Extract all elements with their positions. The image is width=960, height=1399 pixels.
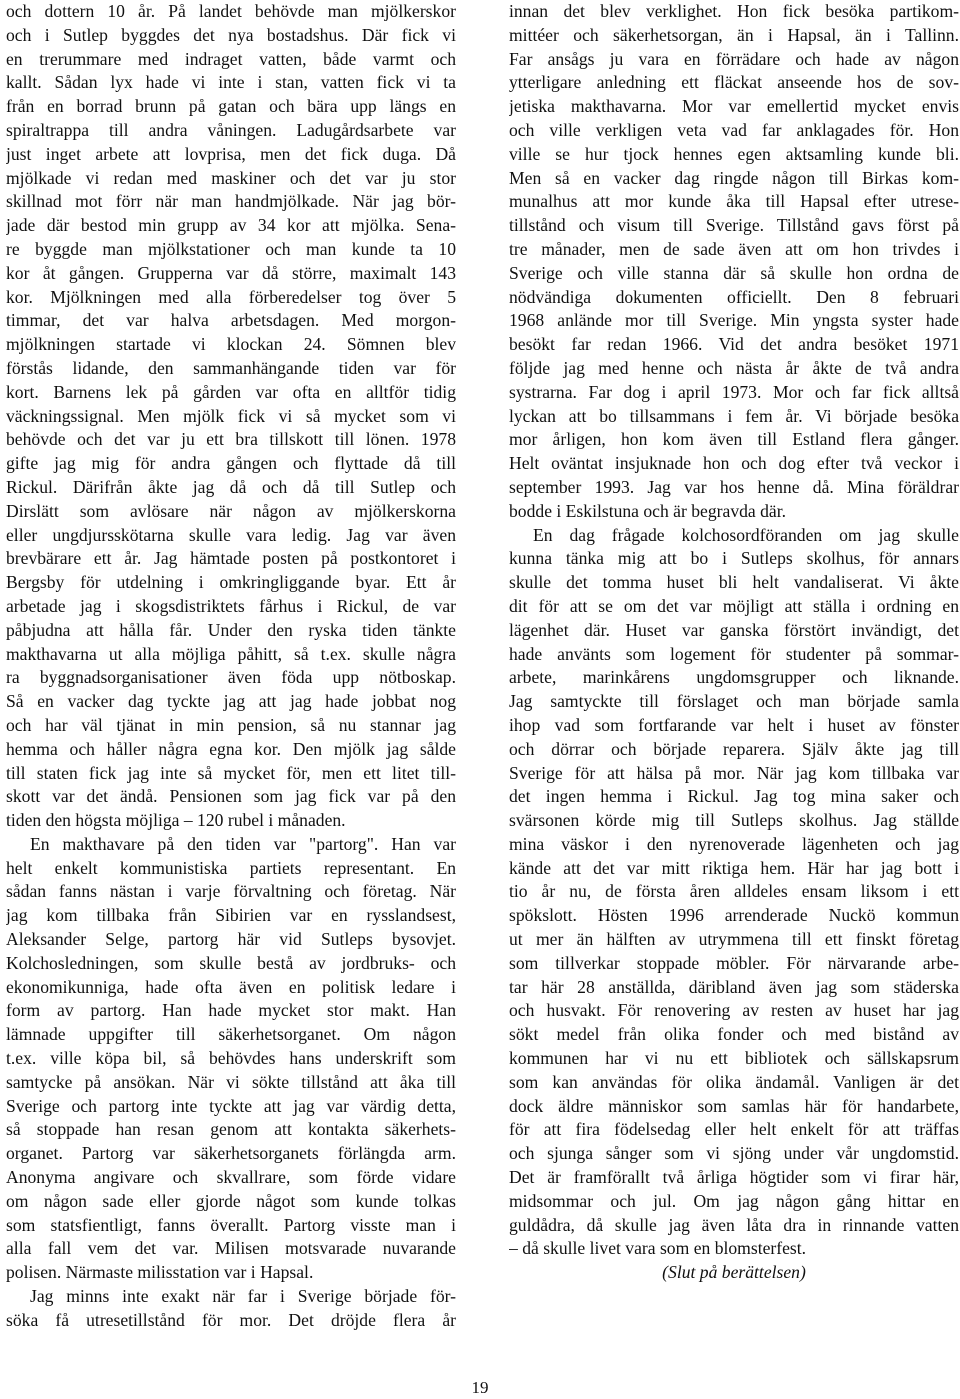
left-text-column bbox=[6, 0, 456, 1333]
text-line: innan det blev verklighet. Hon fick besöka partikom- bbox=[509, 1, 959, 21]
text-line: kommunen har vi nu ett bibliotek och sällskapsrum bbox=[509, 1048, 959, 1069]
text-line: Kolchosledningen, som skulle bestå av jordbruks- och bbox=[6, 952, 456, 973]
text-line: tre månader, men de sade även att om hon trivdes i bbox=[509, 238, 959, 259]
text-line: samtycke på ansökan. När vi sökte tillstånd att åka till bbox=[6, 1071, 456, 1092]
text-line: 1968 anlände mor till Sverige. Min yngsta syster hade bbox=[509, 310, 959, 331]
text-line: lyckan att bo tillsammans i fem år. Vi började besöka bbox=[509, 405, 959, 426]
text-line: Bergsby för utdelning i omkringliggande byar. Ett år bbox=[6, 572, 456, 593]
text-line: följde jag med henne och nästa år åkte de två andra bbox=[509, 357, 959, 378]
page-number: 19 bbox=[471, 1378, 489, 1397]
text-line: – då skulle livet vara som en blomsterfest. bbox=[509, 1238, 807, 1259]
text-line: för att fira födelsedag eller helt enkelt för att träffas bbox=[509, 1119, 959, 1140]
text-line: behövde och det var ju ett bra tillskott till lönen. 1978 bbox=[6, 429, 456, 450]
text-line: ekonomikunniga, hade ofta även en politisk ledare i bbox=[6, 976, 456, 997]
text-line: kallt. Sådan lyx hade vi inte i stan, vatten fick vi ta bbox=[6, 72, 456, 93]
text-line: jag kom tillbaka från Sibirien var en rysslandsest, bbox=[6, 905, 456, 926]
text-line: Far ansågs ju vara en förrädare och hade av någon bbox=[509, 48, 959, 69]
text-line: skott var det ändå. Pensionen som jag fick var på den bbox=[6, 786, 456, 807]
text-line: ihop vad som fortfarande var helt i huset av fönster bbox=[509, 714, 959, 735]
text-line: En makthavare på den tiden var "partorg". Han var bbox=[30, 833, 456, 854]
text-line: tio år nu, de första åren alldeles ensam liksom i ett bbox=[509, 881, 959, 902]
text-line: Det är framförallt två årliga högtider som vi firar här, bbox=[509, 1167, 959, 1188]
text-line: besökt far redan 1966. Vid det andra besöket 1971 bbox=[509, 334, 959, 355]
text-line: spökslott. Hösten 1996 arrenderade Nuckö kommun bbox=[509, 905, 959, 926]
text-line: Aleksander Selge, partorg här vid Sutleps bysovjet. bbox=[6, 929, 456, 950]
text-line: Jag samtyckte till förslaget och man började samla bbox=[509, 691, 959, 712]
text-line: munalhus att mor kunde åka till Hapsal efter utrese- bbox=[509, 191, 959, 212]
text-line: väckningssignal. Men mjölk fick vi så mycket som vi bbox=[6, 405, 456, 426]
text-line: Så en vacker dag tyckte jag att jag hade jobbat nog bbox=[6, 691, 456, 712]
text-line: Anonyma angivare och skvallrare, som förde vidare bbox=[6, 1167, 456, 1188]
text-line: och sjunga sånger som vi sjöng under vår ungdomstid. bbox=[509, 1143, 959, 1164]
text-line: förstås lidande, den sammanhängande tiden var för bbox=[6, 357, 456, 378]
text-line: mina väskor i den nyrenoverade lägenheten och jag bbox=[509, 833, 959, 854]
text-line: just inget arbete att lovprisa, men det fick duga. Då bbox=[6, 143, 456, 164]
text-line: arbetade jag i skogsdistriktets fårhus i Rickul, de var bbox=[6, 595, 456, 616]
text-line: jade där bestod min grupp av 34 kor att mjölka. Sena- bbox=[6, 215, 456, 236]
text-line: nödvändiga dokumenten officiellt. Den 8 februari bbox=[509, 286, 959, 307]
text-line: lämnade uppgifter till säkerhetsorganet. Om någon bbox=[6, 1024, 456, 1045]
text-line: form av partorg. Han hade mycket stor makt. Han bbox=[6, 1000, 456, 1021]
text-line: mor årligen, hon kom även till Estland flera gånger. bbox=[509, 429, 959, 450]
text-line: som statsfientligt, fanns överallt. Partorg visste man i bbox=[6, 1214, 456, 1235]
text-line: söka få utresetillstånd för mor. Det dröjde flera år bbox=[6, 1309, 456, 1330]
text-line: midsommar och jul. Om jag någon gång hittar en bbox=[509, 1190, 959, 1211]
text-line: dit för att se om det var möjligt att ställa i ordning en bbox=[509, 595, 959, 616]
text-line: ville se hur tjock hennes egen aktsamling kunde bli. bbox=[509, 143, 959, 164]
text-line: makthavarna ut alla möjliga påhitt, så t.ex. skulle några bbox=[6, 643, 456, 664]
text-line: systrarna. Far dog i april 1973. Mor och far fick alltså bbox=[509, 381, 959, 402]
text-line: mjölkade vi redan med maskiner och det var ju stor bbox=[6, 167, 456, 188]
text-line: och har väl tjänat in min pension, så nu stannar jag bbox=[6, 714, 456, 735]
text-line: re byggde man mjölkstationer och man kunde ta 10 bbox=[6, 238, 456, 259]
text-line: t.ex. ville köpa bil, så behövdes hans underskrift som bbox=[6, 1048, 456, 1069]
text-line: brevbärare ett år. Jag hämtade posten på postkontoret i bbox=[6, 548, 456, 569]
text-line: som tillverkar stoppade möbler. För närvarande arbe- bbox=[509, 952, 959, 973]
text-line: skillnad mot förr när man handmjölkade. När jag bör- bbox=[6, 191, 456, 212]
text-line: En dag frågade kolchosordföranden om jag skulle bbox=[533, 524, 959, 545]
text-line: Rickul. Därifrån åkte jag då och då till Sutlep och bbox=[6, 476, 456, 497]
text-line: påbjudna att hålla får. Under den ryska tiden tänkte bbox=[6, 619, 456, 640]
text-line: och dörrar och började reparera. Själv åkte jag till bbox=[509, 738, 959, 759]
right-text-column bbox=[509, 0, 959, 1285]
text-line: skulle det tomma huset bli helt vandaliserat. Vi åkte bbox=[509, 572, 959, 593]
text-line: Jag minns inte exakt när far i Sverige började för- bbox=[30, 1286, 456, 1307]
end-note: (Slut på berättelsen) bbox=[662, 1262, 806, 1283]
text-line: mittéer och säkerhetsorgan, än i Hapsal, än i Tallinn. bbox=[509, 24, 959, 45]
text-line: kände att det var mitt riktiga hem. Här har jag bott i bbox=[509, 857, 959, 878]
text-line: bodde i Eskilstuna och är begravda där. bbox=[509, 500, 787, 521]
text-line: och i Sutlep byggdes det nya bostadshus. Där fick vi bbox=[6, 24, 456, 45]
text-line: tillstånd och visum till Sverige. Tillstånd gavs först på bbox=[509, 215, 959, 236]
text-line: kor åt gången. Grupperna var då större, maximalt 143 bbox=[6, 262, 456, 283]
text-line: och husvakt. För renovering av resten av huset har jag bbox=[509, 1000, 959, 1021]
text-line: gifte jag mig för andra gången och flyttade då till bbox=[6, 453, 456, 474]
text-line: kunna tänka mig att bo i Sutleps skolhus, för annars bbox=[509, 548, 959, 569]
text-line: svärsonen körde mig till Sutleps skolhus. Jag ställde bbox=[509, 810, 959, 831]
text-line: det ingen hemma i Rickul. Jag tog mina saker och bbox=[509, 786, 959, 807]
text-line: Helt oväntat insjuknade hon och dog efter två veckor i bbox=[509, 453, 959, 474]
text-line: ra byggnadsorganisationer även föda upp nötboskap. bbox=[6, 667, 456, 688]
text-line: hade använts som logement för studenter på sommar- bbox=[509, 643, 959, 664]
text-line: spiraltrappa till andra våningen. Ladugårdsarbete var bbox=[6, 119, 456, 140]
text-line: polisen. Närmaste milisstation var i Hapsal. bbox=[6, 1262, 314, 1283]
text-line: till staten fick jag inte så mycket för, men ett litet till- bbox=[6, 762, 456, 783]
text-line: Sverige för att hälsa på mor. När jag kom tillbaka var bbox=[509, 762, 959, 783]
text-line: helt enkelt kommunistiska partiets representant. En bbox=[6, 857, 456, 878]
text-line: dock äldre människor som samlas här för handarbete, bbox=[509, 1095, 959, 1116]
text-line: och ville verkligen veta vad far anklagades för. Hon bbox=[509, 119, 959, 140]
text-line: Dirslätt som avlösare när någon av mjölkerskorna bbox=[6, 500, 456, 521]
text-line: september 1993. Jag var hos henne då. Mina föräldrar bbox=[509, 476, 959, 497]
text-line: ytterligare anledning ett fläckat anseende hos de sov- bbox=[509, 72, 959, 93]
text-line: sökt medel från olika fonder och med bistånd av bbox=[509, 1024, 959, 1045]
text-line: Sverige och ville stanna där så skulle hon ordna de bbox=[509, 262, 959, 283]
text-line: jetiska makthavarna. Mor var emellertid mycket envis bbox=[509, 96, 959, 117]
text-line: Men så en vacker dag ringde någon till Birkas kom- bbox=[509, 167, 959, 188]
text-line: guldådra, då skulle jag även låta dra in rinnande vatten bbox=[509, 1214, 959, 1235]
text-line: alla fall vem det var. Milisen motsvarade nuvarande bbox=[6, 1238, 456, 1259]
text-line: arbete, marinkårens ungdomsgrupper och liknande. bbox=[509, 667, 959, 688]
text-line: och dottern 10 år. På landet behövde man mjölkerskor bbox=[6, 1, 456, 21]
text-line: ut mer än hälften av utrymmena till ett finskt företag bbox=[509, 929, 959, 950]
text-line: så stoppade han resan genom att kontakta säkerhets- bbox=[6, 1119, 456, 1140]
text-line: kort. Barnens lek på gården var ofta en alltför tidig bbox=[6, 381, 456, 402]
text-line: eller ungdjursskötarna skulle vara ledig. Jag var även bbox=[6, 524, 456, 545]
text-line: mjölkningen startade vi klockan 24. Sömnen blev bbox=[6, 334, 456, 355]
text-line: Sverige och partorg inte tyckte att jag var värdig detta, bbox=[6, 1095, 456, 1116]
text-line: tiden den högsta möjliga – 120 rubel i månaden. bbox=[6, 810, 346, 831]
text-line: lägenhet där. Huset var ganska förstört invändigt, det bbox=[509, 619, 959, 640]
text-line: sådan fanns nästan i varje förvaltning och företag. När bbox=[6, 881, 456, 902]
text-line: en trerummare med indraget vatten, både varmt och bbox=[6, 48, 456, 69]
text-line: organet. Partorg var säkerhetsorganets förlängda arm. bbox=[6, 1143, 456, 1164]
text-line: hemma och håller några egna kor. Den mjölk jag sålde bbox=[6, 738, 456, 759]
text-line: kor. Mjölkningen med alla förberedelser tog över 5 bbox=[6, 286, 456, 307]
text-line: om någon sade eller gjorde något som kunde tolkas bbox=[6, 1190, 456, 1211]
text-line: timmar, det var halva arbetsdagen. Med morgon- bbox=[6, 310, 456, 331]
text-line: från en borrad brunn på gatan och bära upp längs en bbox=[6, 96, 456, 117]
text-line: tar här 28 anställda, däribland även jag som städerska bbox=[509, 976, 959, 997]
text-line: som kan användas för olika ändamål. Vanligen är det bbox=[509, 1071, 959, 1092]
